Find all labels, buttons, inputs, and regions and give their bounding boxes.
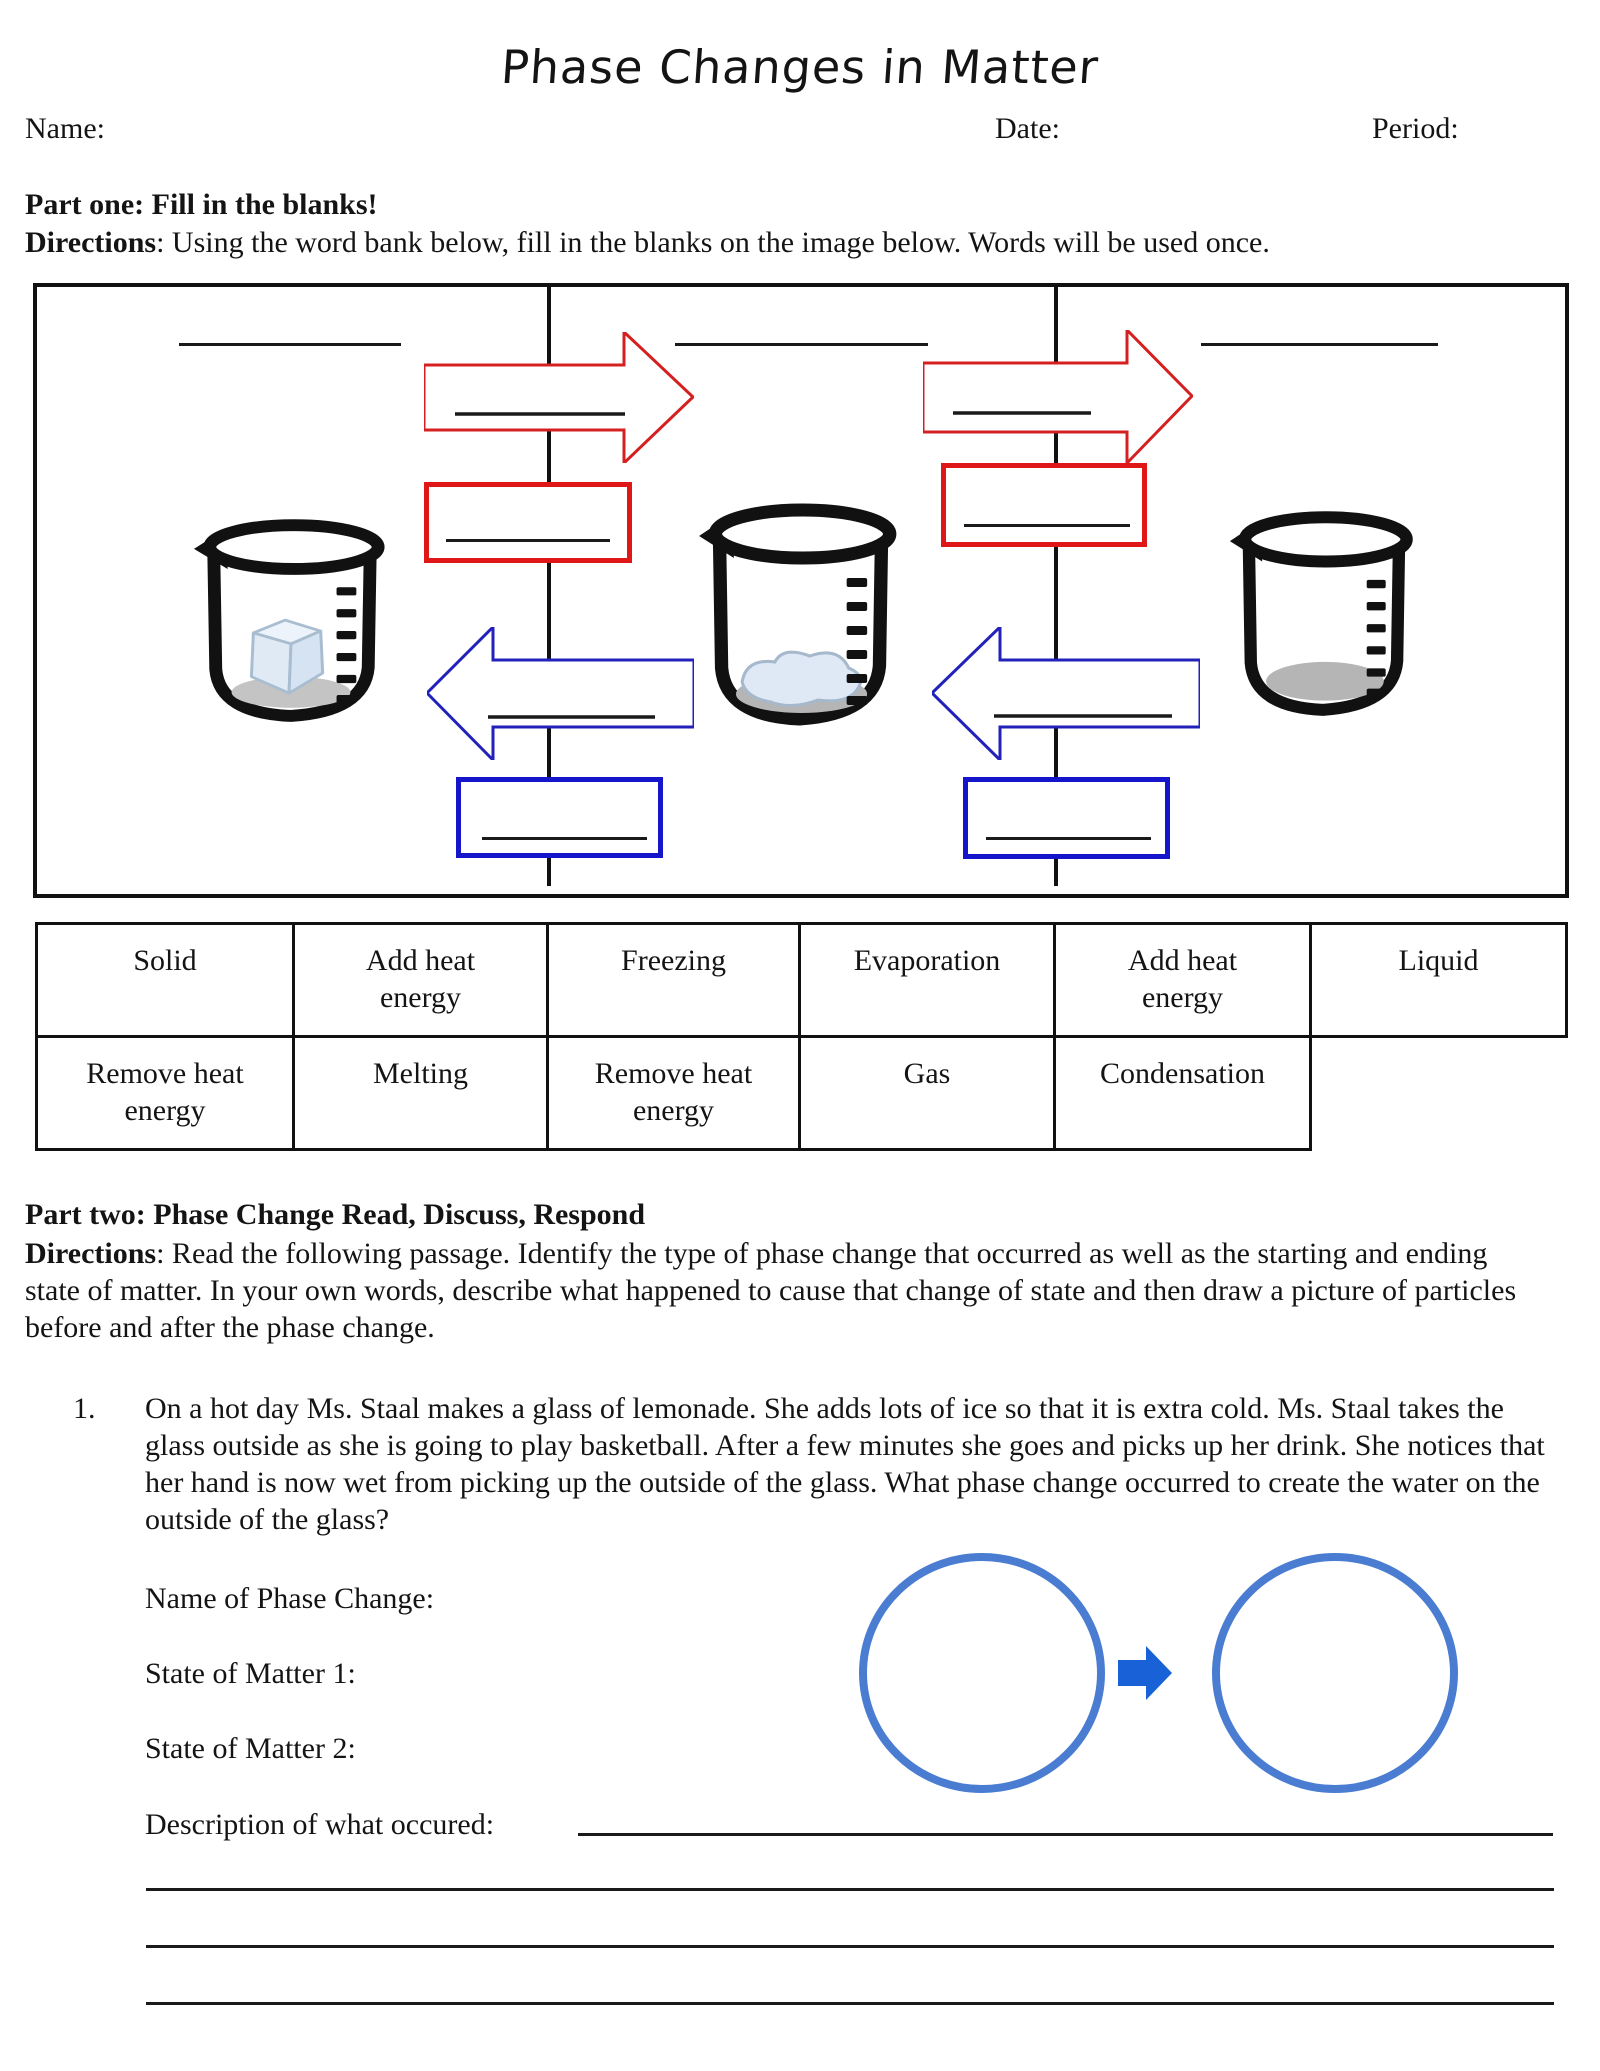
date-label: Date:: [995, 112, 1060, 145]
answer-line: [146, 2002, 1554, 2005]
word-bank-cell: Gas: [798, 1035, 1056, 1151]
directions-text: : Using the word bank below, fill in the blanks on the image below. Words will be used once.: [156, 226, 1270, 259]
box-blank-line: [446, 539, 610, 542]
phase-change-diagram: [33, 283, 1569, 898]
state-blank-solid: [179, 343, 401, 346]
word-bank-cell: Add heat energy: [1053, 922, 1312, 1038]
beaker-solid-icon: [192, 516, 390, 726]
state-blank-gas: [1201, 343, 1438, 346]
period-label: Period:: [1372, 112, 1459, 145]
word-bank-cell: Remove heat energy: [35, 1035, 295, 1151]
red-answer-box: [941, 463, 1147, 547]
word-bank-cell: Liquid: [1309, 922, 1568, 1038]
box-blank-line: [986, 837, 1151, 840]
page-title: Phase Changes in Matter: [499, 40, 1101, 94]
word-bank-cell: Add heat energy: [292, 922, 549, 1038]
beaker-liquid-icon: [697, 500, 902, 730]
box-blank-line: [482, 837, 647, 840]
name-label: Name:: [25, 112, 105, 145]
box-blank-line: [964, 524, 1130, 527]
particle-drawing-area: [855, 1548, 1465, 1800]
part-one-heading: Part one: Fill in the blanks!: [25, 188, 378, 221]
red-arrow-right-icon: [424, 332, 694, 463]
answer-line: [146, 1888, 1554, 1891]
arrow-right-icon: [1118, 1646, 1172, 1700]
part-one-directions: [25, 224, 1545, 261]
directions-word: Directions: [25, 226, 157, 259]
part-two-directions: [25, 1235, 1540, 1346]
directions-word: Directions: [25, 1237, 157, 1270]
state-blank-liquid: [675, 343, 928, 346]
red-arrow-right-icon: [923, 330, 1193, 463]
blue-answer-box: [963, 777, 1170, 859]
word-bank-cell: Melting: [292, 1035, 549, 1151]
description-blank-line: [578, 1833, 1553, 1836]
before-circle: [863, 1557, 1101, 1789]
after-circle: [1216, 1557, 1454, 1789]
directions-text: : Read the following passage. Identify the type of phase change that occurred as well as the starting and ending state of matter. In your own words, describe what happened to cause that change of state and then draw a picture of particles before and after the phase change.: [25, 1237, 1517, 1344]
state-of-matter-1-label: State of Matter 1:: [145, 1657, 356, 1690]
blue-arrow-left-icon: [932, 627, 1200, 760]
answer-line: [146, 1945, 1554, 1948]
word-bank-cell: Freezing: [546, 922, 801, 1038]
blue-arrow-left-icon: [427, 627, 694, 760]
phase-change-label: Name of Phase Change:: [145, 1582, 435, 1615]
red-answer-box: [424, 482, 632, 563]
blue-answer-box: [456, 777, 663, 858]
beaker-gas-icon: [1228, 508, 1418, 720]
word-bank-cell: Evaporation: [798, 922, 1056, 1038]
state-of-matter-2-label: State of Matter 2:: [145, 1732, 356, 1765]
question-number: 1.: [73, 1392, 96, 1425]
word-bank-cell: Solid: [35, 922, 295, 1038]
part-two-heading: Part two: Phase Change Read, Discuss, Respond: [25, 1198, 646, 1231]
word-bank-cell: Remove heat energy: [546, 1035, 801, 1151]
word-bank-cell: Condensation: [1053, 1035, 1312, 1151]
question-passage: On a hot day Ms. Staal makes a glass of lemonade. She adds lots of ice so that it is extra cold. Ms. Staal takes the glass outside as she is going to play basketball. After a few minutes she goes and picks up her drink. She notices that her hand is now wet from picking up the outside of the glass. What phase change occurred to create the water on the outside of the glass?: [145, 1392, 1545, 1536]
description-label: Description of what occured:: [145, 1808, 495, 1841]
